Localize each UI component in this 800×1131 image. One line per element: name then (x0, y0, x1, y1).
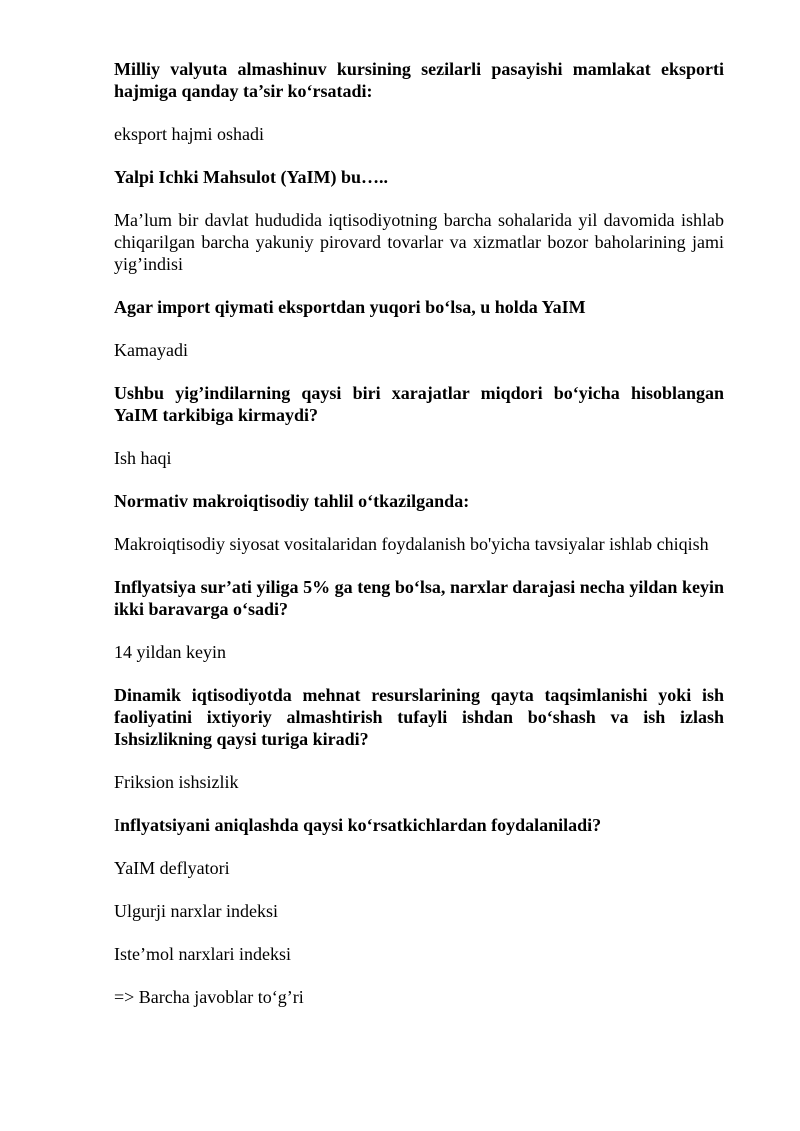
answer-6: 14 yildan keyin (114, 642, 226, 662)
answer-8-option-1: YaIM deflyatori (114, 858, 230, 878)
answer-8-option-2: Ulgurji narxlar indeksi (114, 901, 278, 921)
question-8 (114, 814, 724, 836)
question-1: Milliy valyuta almashinuv kursining sezilarli pasayishi mamlakat eksporti hajmiga qanday ta’sir ko‘rsatadi: (114, 59, 724, 101)
answer-7: Friksion ishsizlik (114, 772, 239, 792)
answer-5: Makroiqtisodiy siyosat vositalaridan foydalanish bo'yicha tavsiyalar ishlab chiqish (114, 534, 709, 554)
answer-4: Ish haqi (114, 448, 172, 468)
answer-2: Ma’lum bir davlat hududida iqtisodiyotning barcha sohalarida yil davomida ishlab chiqarilgan barcha yakuniy pirovard tovarlar va xizmatlar bozor baholarining jami yig’indisi (114, 210, 724, 274)
answer-3: Kamayadi (114, 340, 188, 360)
question-6: Inflyatsiya sur’ati yiliga 5% ga teng bo‘lsa, narxlar darajasi necha yildan keyin ikki baravarga o‘sadi? (114, 577, 724, 619)
question-8-text: nflyatsiyani aniqlashda qaysi ko‘rsatkichlardan foydalaniladi? (120, 815, 602, 835)
document-page (114, 58, 724, 1029)
question-3: Agar import qiymati eksportdan yuqori bo‘lsa, u holda YaIM (114, 297, 586, 317)
question-8-first-letter: I (114, 815, 120, 835)
answer-1: eksport hajmi oshadi (114, 124, 264, 144)
question-2: Yalpi Ichki Mahsulot (YaIM) bu….. (114, 167, 389, 187)
answer-8-option-4: => Barcha javoblar to‘g’ri (114, 987, 304, 1007)
answer-8-option-3: Iste’mol narxlari indeksi (114, 944, 291, 964)
question-5: Normativ makroiqtisodiy tahlil o‘tkazilganda: (114, 491, 470, 511)
question-4: Ushbu yig’indilarning qaysi biri xarajatlar miqdori bo‘yicha hisoblangan YaIM tarkibiga kirmaydi? (114, 383, 724, 425)
question-7: Dinamik iqtisodiyotda mehnat resurslarining qayta taqsimlanishi yoki ish faoliyatini ixtiyoriy almashtirish tufayli ishdan bo‘shash va ish izlash Ishsizlikning qaysi turiga kiradi? (114, 685, 724, 749)
